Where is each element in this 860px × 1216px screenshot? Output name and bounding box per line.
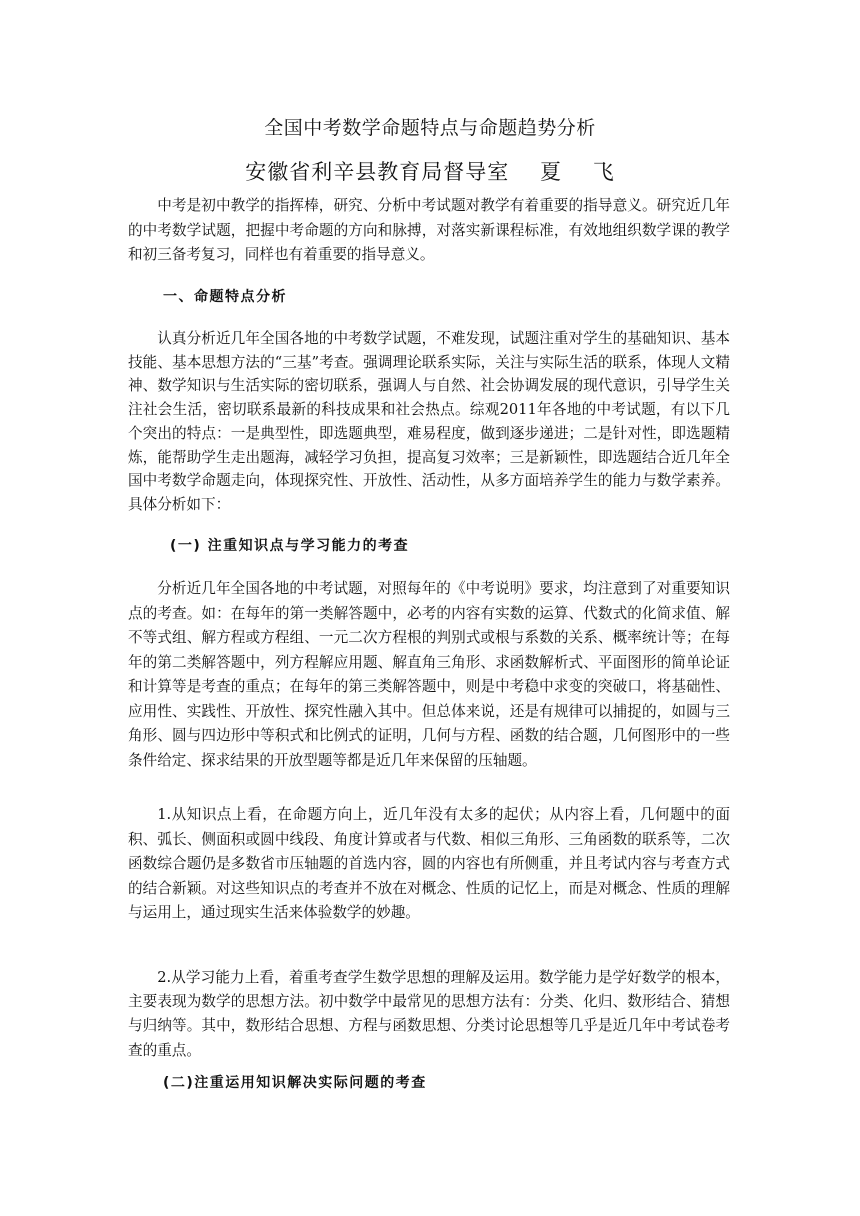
subsection-heading-1: (一) 注重知识点与学习能力的考查 bbox=[170, 538, 410, 554]
subsection1-paragraph: 分析近几年全国各地的中考试题，对照每年的《中考说明》要求，均注意到了对重要知识点的考查。如：在每年的第一类解答题中，必考的内容有实数的运算、代数式的化简求值、解不等式组、解方程或方程组、一元二次方程根的判别式或根与系数的关系、概率统计等；在每年的第二类解答题中，列方程解应用题、解直角三角形、求函数解析式、平面图形的简单论证和计算等是考查的重点；在每年的第三类解答题中，则是中考稳中求变的突破口，将基础性、应用性、实践性、开放性、探究性融入其中。但总体来说，还是有规律可以捕捉的，如圆与三角形、圆与四边形中等积式和比例式的证明，几何与方程、函数的结合题，几何图形中的一些条件给定、探求结果的开放型题等都是近几年来保留的压轴题。 bbox=[128, 580, 730, 769]
knowledge-point-paragraph: 1.从知识点上看，在命题方向上，近几年没有太多的起伏；从内容上看，几何题中的面积、弧长、侧面积或圆中线段、角度计算或者与代数、相似三角形、三角函数的联系等，二次函数综合题仍是多数省市压轴题的首选内容，圆的内容也有所侧重，并且考试内容与考查方式的结合新颖。对这些知识点的考查并不放在对概念、性质的记忆上，而是对概念、性质的理解与运用上，通过现实生活来体验数学的妙趣。 bbox=[128, 806, 730, 922]
author-line: 安徽省利辛县教育局督导室 夏 飞 bbox=[245, 160, 615, 184]
ability-point-paragraph: 2.从学习能力上看，着重考查学生数学思想的理解及运用。数学能力是学好数学的根本，主要表现为数学的思想方法。初中数学中最常见的思想方法有：分类、化归、数形结合、猜想与归纳等。其中，数形结合思想、方程与函数思想、分类讨论思想等几乎是近几年中考试卷考查的重点。 bbox=[128, 969, 730, 1059]
section-heading-1: 一、命题特点分析 bbox=[163, 289, 287, 305]
subsection-heading-2: (二)注重运用知识解决实际问题的考查 bbox=[163, 1075, 427, 1091]
document-title: 全国中考数学命题特点与命题趋势分析 bbox=[264, 117, 596, 139]
intro-paragraph: 中考是初中教学的指挥棒，研究、分析中考试题对教学有着重要的指导意义。研究近几年的中考数学试题，把握中考命题的方向和脉搏，对落实新课程标准，有效地组织数学课的教学和初三备考复习，同样也有着重要的指导意义。 bbox=[128, 197, 730, 263]
section1-paragraph: 认真分析近几年全国各地的中考数学试题，不难发现，试题注重对学生的基础知识、基本技能、基本思想方法的“三基”考查。强调理论联系实际，关注与实际生活的联系，体现人文精神、数学知识与生活实际的密切联系，强调人与自然、社会协调发展的现代意识，引导学生关注社会生活，密切联系最新的科技成果和社会热点。综观2011年各地的中考试题，有以下几个突出的特点：一是典型性，即选题典型，难易程度，做到逐步递进；二是针对性，即选题精炼，能帮助学生走出题海，减轻学习负担，提高复习效率；三是新颖性，即选题结合近几年全国中考数学命题走向，体现探究性、开放性、活动性，从多方面培养学生的能力与数学素养。具体分析如下： bbox=[128, 330, 730, 513]
